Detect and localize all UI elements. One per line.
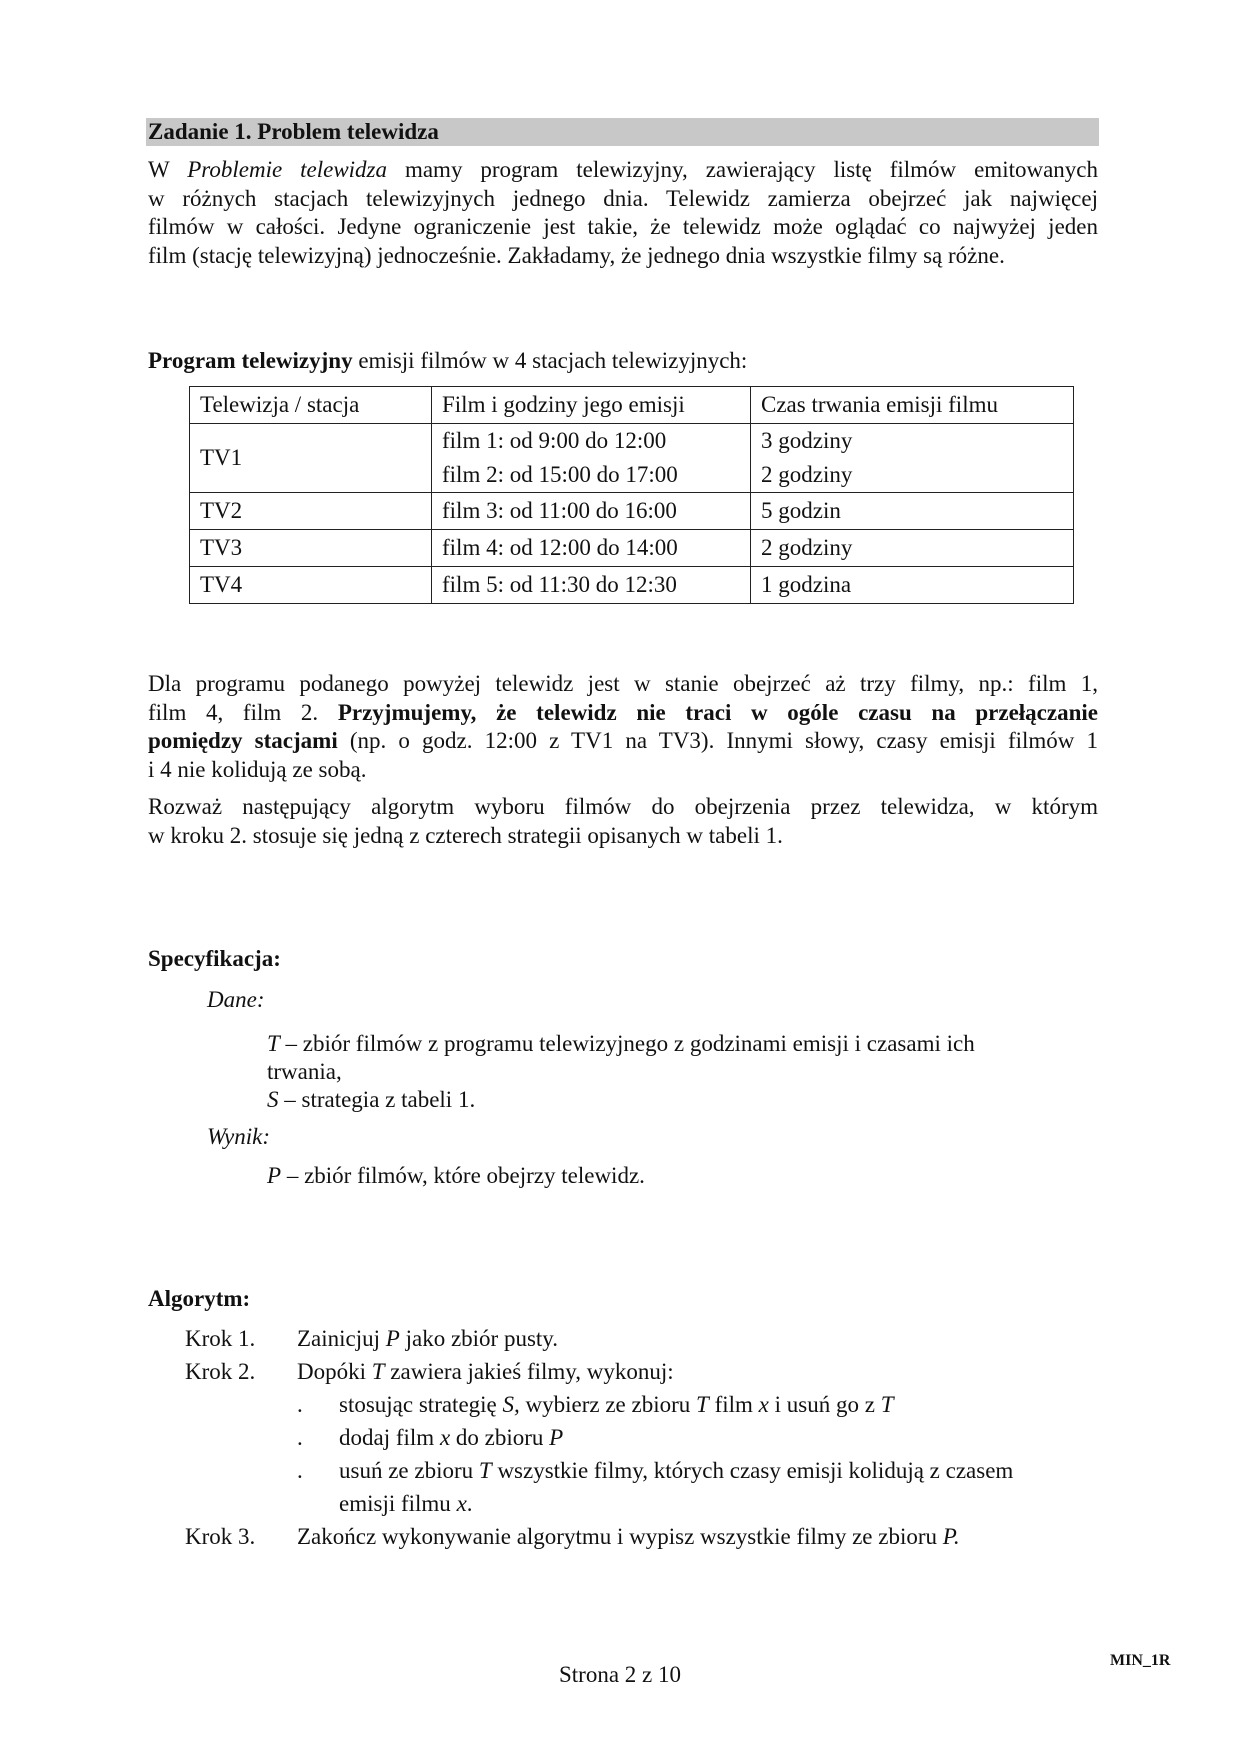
substep-text	[339, 1388, 1013, 1421]
step-label: Krok 1.	[185, 1326, 256, 1351]
exam-code: MIN_1R	[1110, 1652, 1171, 1669]
spec-wynik-label: Wynik:	[207, 1124, 271, 1149]
station-cell: TV3	[190, 530, 432, 567]
substep-text-part: usuń ze zbioru	[339, 1458, 479, 1483]
step-text-part: Zakończ wykonywanie algorytmu i wypisz wszystkie filmy ze zbioru	[297, 1524, 943, 1549]
substep-text-part: .	[466, 1491, 473, 1516]
var-s: S,	[502, 1392, 520, 1417]
film-cell: film 5: od 11:30 do 12:30	[432, 567, 751, 604]
step-text-part: Zainicjuj	[297, 1326, 386, 1351]
substep-text-part: stosując strategię	[339, 1392, 503, 1417]
step-label: Krok 2.	[185, 1359, 256, 1384]
substep-bullet: .	[297, 1458, 303, 1483]
step-label: Krok 3.	[185, 1524, 256, 1549]
algorithm-steps	[185, 1322, 1013, 1553]
var-s: S	[267, 1087, 279, 1112]
substep-text-part: dodaj film	[339, 1425, 440, 1450]
table-row	[190, 567, 1074, 604]
step-text-part: zawiera jakieś filmy, wykonuj:	[384, 1359, 674, 1384]
p-desc-text: – zbiór filmów, które obejrzy telewidz.	[281, 1163, 645, 1188]
duration-cell	[751, 424, 1074, 493]
duration-cell: 1 godzina	[751, 567, 1074, 604]
page-number: Strona 2 z 10	[558, 1662, 681, 1687]
header-station: Telewizja / stacja	[190, 387, 432, 424]
program-caption-bold: Program telewizyjny	[148, 348, 353, 373]
algorithm-intro-line-2: w kroku 2. stosuje się jedną z czterech strategii opisanych w tabeli 1.	[148, 822, 783, 848]
substep-bullet: .	[297, 1425, 303, 1450]
intro-text: mamy program telewizyjny, zawierający listę filmów emitowanych	[387, 157, 1098, 182]
var-t: T	[267, 1031, 280, 1056]
station-cell: TV4	[190, 567, 432, 604]
s-desc-text: – strategia z tabeli 1.	[278, 1087, 476, 1112]
table-row	[190, 493, 1074, 530]
intro-line-2: w różnych stacjach telewizyjnych jednego dnia. Telewidz zamierza obejrzeć jak najwięcej	[148, 185, 1098, 211]
var-p: P	[267, 1163, 282, 1188]
example-line-1: Dla programu podanego powyżej telewidz jest w stanie obejrzeć aż trzy filmy, np.: film 1,	[148, 671, 1098, 696]
intro-line-3: filmów w całości. Jedyne ograniczenie jest takie, że telewidz może oglądać co najwyżej jeden	[148, 214, 1098, 239]
table-header-row	[190, 387, 1074, 424]
substep-text-part: emisji filmu	[339, 1491, 457, 1516]
var-x: x	[456, 1491, 467, 1516]
tv-program-table	[189, 386, 1074, 604]
substep-text-part: wszystkie filmy, których czasy emisji kolidują z czasem	[491, 1458, 1014, 1483]
spec-p-desc	[267, 1163, 645, 1189]
substep-text-part: film	[708, 1392, 759, 1417]
film-entry: film 2: od 15:00 do 17:00	[442, 462, 678, 487]
example-line-4: i 4 nie kolidują ze sobą.	[148, 756, 367, 782]
var-t: T	[696, 1392, 709, 1417]
var-x: x	[758, 1392, 769, 1417]
spec-dane-label: Dane:	[207, 987, 265, 1012]
algorithm-substep	[185, 1388, 1013, 1421]
var-t: T	[371, 1359, 385, 1384]
problem-name: Problemie telewidza	[187, 157, 388, 182]
t-desc-text: – zbiór filmów z programu telewizyjnego z godzinami emisji i czasami ich	[279, 1031, 975, 1056]
algorithm-intro-line-1: Rozważ następujący algorytm wyboru filmów do obejrzenia przez telewidza, w którym	[148, 794, 1098, 819]
intro-paragraph	[148, 156, 1098, 270]
step-text-part: jako zbiór pusty.	[399, 1326, 559, 1351]
film-entry: film 1: od 9:00 do 12:00	[442, 428, 667, 453]
step-text	[297, 1355, 1013, 1388]
film-cell: film 3: od 11:00 do 16:00	[432, 493, 751, 530]
duration-entry: 2 godziny	[761, 462, 853, 487]
example-line-3	[148, 727, 1098, 756]
spec-title: Specyfikacja:	[148, 946, 281, 971]
spec-t-desc	[267, 1030, 1067, 1114]
substep-text	[339, 1421, 1013, 1454]
algorithm-intro-paragraph	[148, 793, 1098, 850]
task-heading: Zadanie 1. Problem telewidza	[146, 118, 1099, 146]
duration-cell: 2 godziny	[751, 530, 1074, 567]
substep-bullet: .	[297, 1392, 303, 1417]
duration-entry: 3 godziny	[761, 428, 853, 453]
step-text-part: Dopóki	[297, 1359, 372, 1384]
example-line-2	[148, 699, 1098, 728]
var-p: P	[385, 1326, 400, 1351]
example-bold: pomiędzy stacjami	[148, 728, 338, 753]
table-row	[190, 530, 1074, 567]
substep-text-part: do zbioru	[450, 1425, 550, 1450]
example-text: film 4, film 2.	[148, 699, 338, 725]
t-desc-text: trwania,	[267, 1059, 342, 1084]
table-row	[190, 424, 1074, 493]
algorithm-substep	[185, 1421, 1013, 1454]
program-caption	[148, 348, 747, 374]
algorithm-step	[185, 1520, 1013, 1553]
var-t: T	[880, 1392, 894, 1417]
example-bold: Przyjmujemy, że telewidz nie traci w ogóle czasu na przełączanie	[337, 699, 1098, 725]
film-cell: film 4: od 12:00 do 14:00	[432, 530, 751, 567]
step-text	[297, 1322, 1013, 1355]
var-p: P.	[942, 1524, 960, 1549]
example-paragraph	[148, 670, 1098, 784]
algorithm-step	[185, 1322, 1013, 1355]
algorithm-title: Algorytm:	[148, 1286, 251, 1311]
intro-line-4: film (stację telewizyjną) jednocześnie. Zakładamy, że jednego dnia wszystkie filmy są różne.	[148, 242, 1005, 268]
var-p: P	[549, 1425, 564, 1450]
film-cell	[432, 424, 751, 493]
station-cell: TV1	[190, 424, 432, 493]
program-caption-rest: emisji filmów w 4 stacjach telewizyjnych:	[352, 348, 748, 373]
station-cell: TV2	[190, 493, 432, 530]
intro-text: W	[148, 157, 188, 182]
duration-cell: 5 godzin	[751, 493, 1074, 530]
step-text	[297, 1520, 1013, 1553]
algorithm-substep	[185, 1454, 1013, 1520]
substep-text	[339, 1454, 1013, 1520]
var-t: T	[478, 1458, 492, 1483]
substep-text-part: i usuń go z	[768, 1392, 881, 1417]
example-text: (np. o godz. 12:00 z TV1 na TV3). Innymi słowy, czasy emisji filmów 1	[337, 728, 1099, 753]
substep-text-part: wybierz ze zbioru	[519, 1392, 697, 1417]
header-film: Film i godziny jego emisji	[432, 387, 751, 424]
var-x: x	[439, 1425, 451, 1450]
intro-line-1	[148, 156, 1098, 185]
algorithm-step	[185, 1355, 1013, 1388]
header-duration: Czas trwania emisji filmu	[751, 387, 1074, 424]
